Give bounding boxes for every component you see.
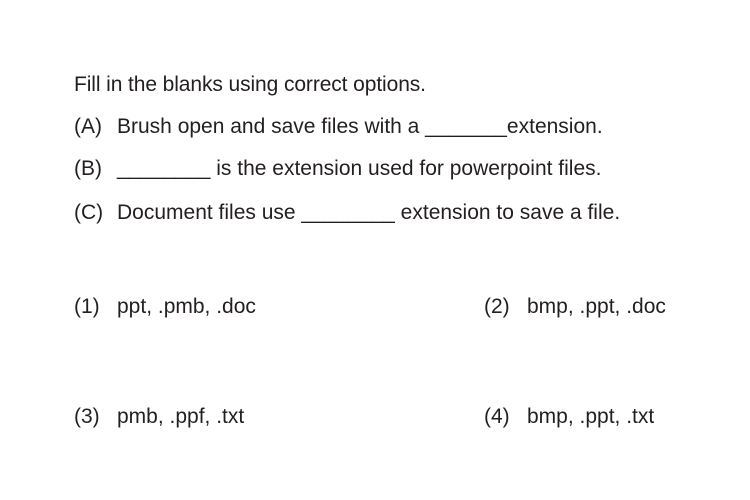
statement-text: Document files use ________ extension to save a file. — [117, 201, 621, 224]
statement-c — [74, 201, 620, 225]
question-title: Fill in the blanks using correct options. — [74, 73, 426, 96]
statement-b — [74, 157, 602, 181]
option-text: ppt, .pmb, .doc — [117, 295, 256, 318]
option-1[interactable] — [74, 295, 256, 319]
statement-text: ________ is the extension used for powerpoint files. — [117, 157, 602, 180]
option-text: bmp, .ppt, .txt — [527, 405, 655, 428]
statement-label: (A) — [74, 115, 102, 138]
option-2[interactable] — [484, 295, 666, 319]
option-3[interactable] — [74, 405, 244, 429]
option-number: (3) — [74, 405, 100, 428]
statement-label: (B) — [74, 157, 102, 180]
option-number: (2) — [484, 295, 510, 318]
option-number: (1) — [74, 295, 100, 318]
option-4[interactable] — [484, 405, 654, 429]
option-number: (4) — [484, 405, 510, 428]
option-text: bmp, .ppt, .doc — [527, 295, 666, 318]
statement-a — [74, 115, 603, 139]
statement-label: (C) — [74, 201, 104, 224]
statement-text: Brush open and save files with a _______extension. — [117, 115, 603, 138]
option-text: pmb, .ppf, .txt — [117, 405, 245, 428]
